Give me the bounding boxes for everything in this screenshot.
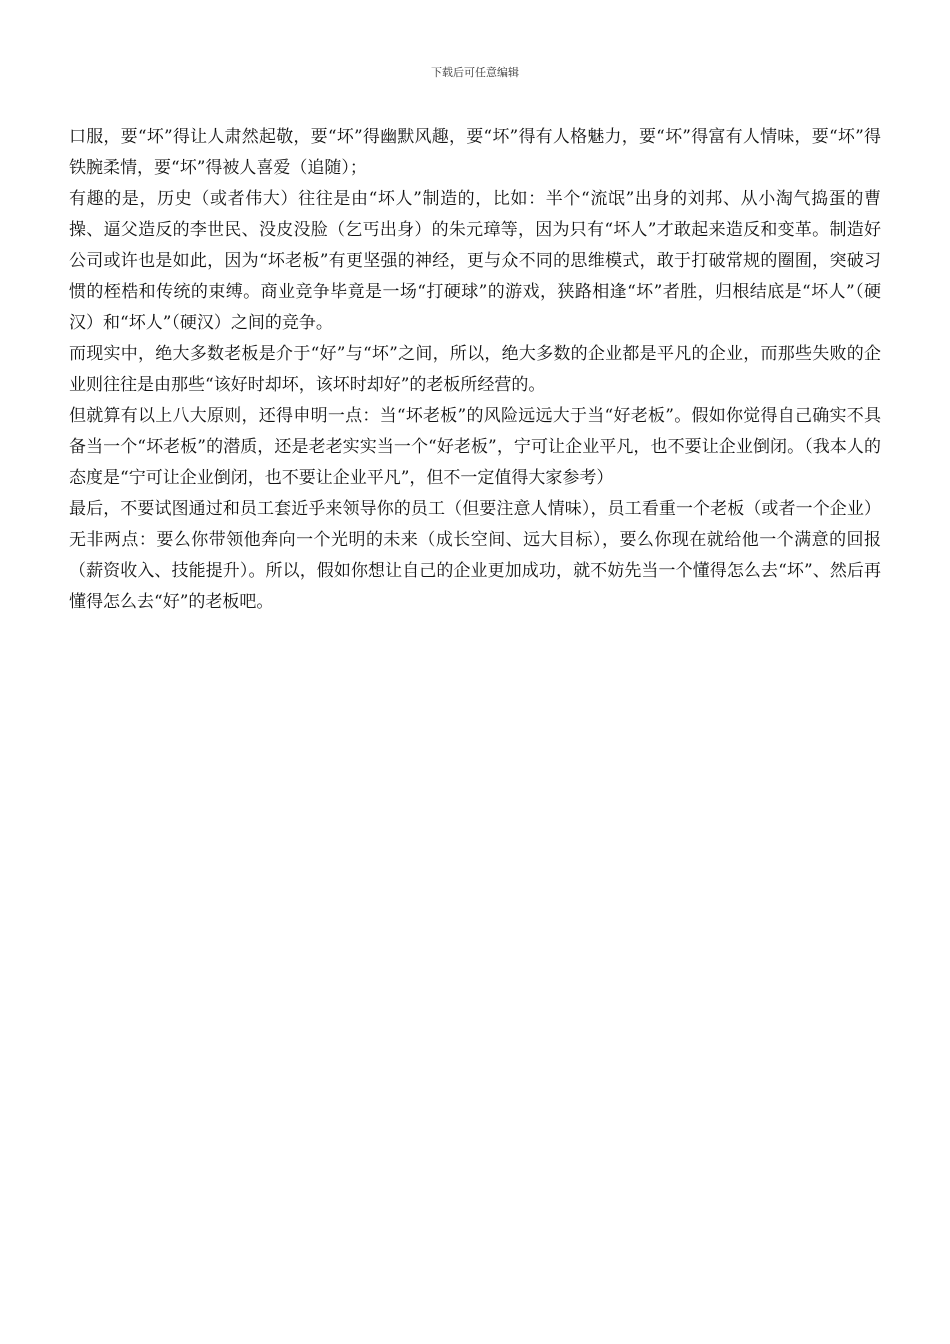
page-header: 下载后可任意编辑	[431, 66, 519, 79]
paragraph-4: 但就算有以上八大原则，还得申明一点：当“坏老板”的风险远远大于当“好老板”。假如你觉得自己确实不具备当一个“坏老板”的潜质，还是老老实实当一个“好老板”，宁可让企业平凡，也不要让企业倒闭。（我本人的态度是“宁可让企业倒闭，也不要让企业平凡”，但不一定值得大家参考）	[69, 406, 881, 488]
paragraph-2: 有趣的是，历史（或者伟大）往往是由“坏人”制造的，比如：半个“流氓”出身的刘邦、从小淘气捣蛋的曹操、逼父造反的李世民、没皮没脸（乞丐出身）的朱元璋等，因为只有“坏人”才敢起来造反和变革。制造好公司或许也是如此，因为“坏老板”有更坚强的神经，更与众不同的思维模式，敢于打破常规的圈囿，突破习惯的桎梏和传统的束缚。商业竞争毕竟是一场“打硬球”的游戏，狭路相逢“坏”者胜，归根结底是“坏人”（硬汉）和“坏人”（硬汉）之间的竞争。	[69, 189, 881, 333]
paragraph-1: 口服，要“坏”得让人肃然起敬，要“坏”得幽默风趣，要“坏”得有人格魅力，要“坏”得富有人情味，要“坏”得铁腕柔情，要“坏”得被人喜爱（追随）；	[69, 127, 881, 178]
document-body	[69, 122, 881, 618]
paragraph-3: 而现实中，绝大多数老板是介于“好”与“坏”之间，所以，绝大多数的企业都是平凡的企业，而那些失败的企业则往往是由那些“该好时却坏，该坏时却好”的老板所经营的。	[69, 344, 881, 395]
paragraph-5: 最后，不要试图通过和员工套近乎来领导你的员工（但要注意人情味），员工看重一个老板（或者一个企业）无非两点：要么你带领他奔向一个光明的未来（成长空间、远大目标），要么你现在就给他一个满意的回报（薪资收入、技能提升）。所以，假如你想让自己的企业更加成功，就不妨先当一个懂得怎么去“坏”、然后再懂得怎么去“好”的老板吧。	[69, 499, 881, 612]
